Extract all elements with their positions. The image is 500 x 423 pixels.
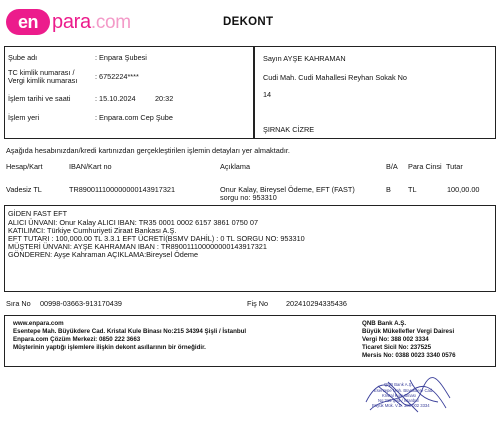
- col-currency: Para Cinsi: [408, 162, 442, 171]
- footer-trade-registry: Ticaret Sicil No: 237525: [362, 344, 432, 351]
- recipient-salutation: Sayın AYŞE KAHRAMAN: [263, 54, 346, 63]
- branch-info-box: [4, 46, 254, 139]
- col-direction: B/A: [386, 162, 398, 171]
- tx-date-value: : 15.10.2024: [95, 94, 136, 103]
- col-description: Açıklama: [220, 162, 251, 171]
- footer-address: Esentepe Mah. Büyükdere Cad. Kristal Kule Binası No:215 34394 Şişli / İstanbul: [13, 328, 247, 335]
- enpara-logo: [6, 7, 131, 37]
- stamp-text: QNB Bank A.Ş.: [384, 382, 413, 387]
- sequence-value: 00998-03663-913170439: [40, 299, 122, 308]
- tx-date-label: İşlem tarihi ve saati: [8, 94, 71, 103]
- transfer-detail-box: [4, 205, 496, 292]
- detail-line: GİDEN FAST EFT: [8, 209, 68, 218]
- footer-bank-name: QNB Bank A.Ş.: [362, 320, 407, 327]
- logo-badge: en: [6, 9, 50, 35]
- footer-support-center: Enpara.com Çözüm Merkezi: 0850 222 3663: [13, 336, 141, 343]
- stamp-text: Büyük Mük. V.D. 388 002 3334: [372, 403, 430, 408]
- tx-place-value: : Enpara.com Cep Şube: [95, 113, 173, 122]
- receipt-label: Fiş No: [247, 299, 269, 308]
- tc-id-label: TC kimlik numarası /: [8, 68, 75, 77]
- stamp-text: Kristal Kule Binası: [382, 393, 416, 398]
- detail-line: ALICI ÜNVANI: Onur Kalay ALICI IBAN: TR35 0001 0002 6157 3861 0750 07: [8, 218, 259, 227]
- stamp-text: No:215 Şişli / İstanbul: [378, 398, 419, 403]
- footer-disclaimer: Müşterinin yaptığı işlemlere ilişkin dekont asıllarının bir örneğidir.: [13, 344, 206, 351]
- tx-time-value: 20:32: [155, 94, 174, 103]
- recipient-city: ŞIRNAK CİZRE: [263, 125, 315, 134]
- recipient-box: [254, 46, 496, 139]
- logo-name: para: [52, 10, 91, 33]
- receipt-value: 202410294335436: [286, 299, 347, 308]
- row-query-no: sorgu no: 953310: [220, 193, 277, 202]
- row-description: Onur Kalay, Bireysel Ödeme, EFT (FAST): [220, 185, 355, 194]
- recipient-address-line2: 14: [263, 90, 272, 99]
- footer-tax-office: Büyük Mükellefler Vergi Dairesi: [362, 328, 455, 335]
- col-iban: IBAN/Kart no: [69, 162, 112, 171]
- row-iban: TR890011100000000143917321: [69, 185, 176, 194]
- row-account: Vadesiz TL: [6, 185, 42, 194]
- row-currency: TL: [408, 185, 417, 194]
- tx-place-label: İşlem yeri: [8, 113, 40, 122]
- logo-wordmark: [52, 11, 131, 34]
- detail-line: GÖNDEREN: Ayşe Kahraman AÇIKLAMA:Bireysel Ödeme: [8, 250, 199, 259]
- detail-line: MÜŞTERİ ÜNVANI: AYŞE KAHRAMAN IBAN : TR890011100000000143917321: [8, 242, 267, 251]
- col-amount: Tutar: [446, 162, 463, 171]
- recipient-address-line1: Cudi Mah. Cudi Mahallesi Reyhan Sokak No: [263, 73, 407, 82]
- footer-box: [4, 315, 496, 367]
- logo-suffix: .com: [90, 11, 131, 33]
- bank-stamp-signature: [358, 372, 458, 420]
- footer-mersis-no: Mersis No: 0388 0023 3340 0576: [362, 352, 456, 359]
- stamp-text: Esentepe Mah. Büyükdere Cad.: [374, 388, 434, 393]
- row-direction: B: [386, 185, 391, 194]
- sequence-label: Sıra No: [6, 299, 31, 308]
- branch-value: : Enpara Şubesi: [95, 53, 147, 62]
- footer-tax-no: Vergi No: 388 002 3334: [362, 336, 429, 343]
- notice-text: Aşağıda hesabınızdan/kredi kartınızdan gerçekleştirilen işlemin detayları yer almaktadır.: [6, 146, 290, 155]
- tc-id-value: : 6752224****: [95, 72, 139, 81]
- col-account: Hesap/Kart: [6, 162, 43, 171]
- footer-website: www.enpara.com: [13, 320, 64, 327]
- row-amount: 100,00.00: [447, 185, 480, 194]
- document-title: DEKONT: [223, 16, 274, 28]
- tax-id-label: Vergi kimlik numarası: [8, 76, 78, 85]
- branch-label: Şube adı: [8, 53, 38, 62]
- detail-line: EFT TUTARI : 100,000.00 TL 3.3.1 EFT ÜCRETİ(BSMV DAHİL) : 0 TL SORGU NO: 953310: [8, 234, 305, 243]
- detail-line: KATILIMCI: Türkiye Cumhuriyeti Ziraat Bankası A.Ş.: [8, 226, 177, 235]
